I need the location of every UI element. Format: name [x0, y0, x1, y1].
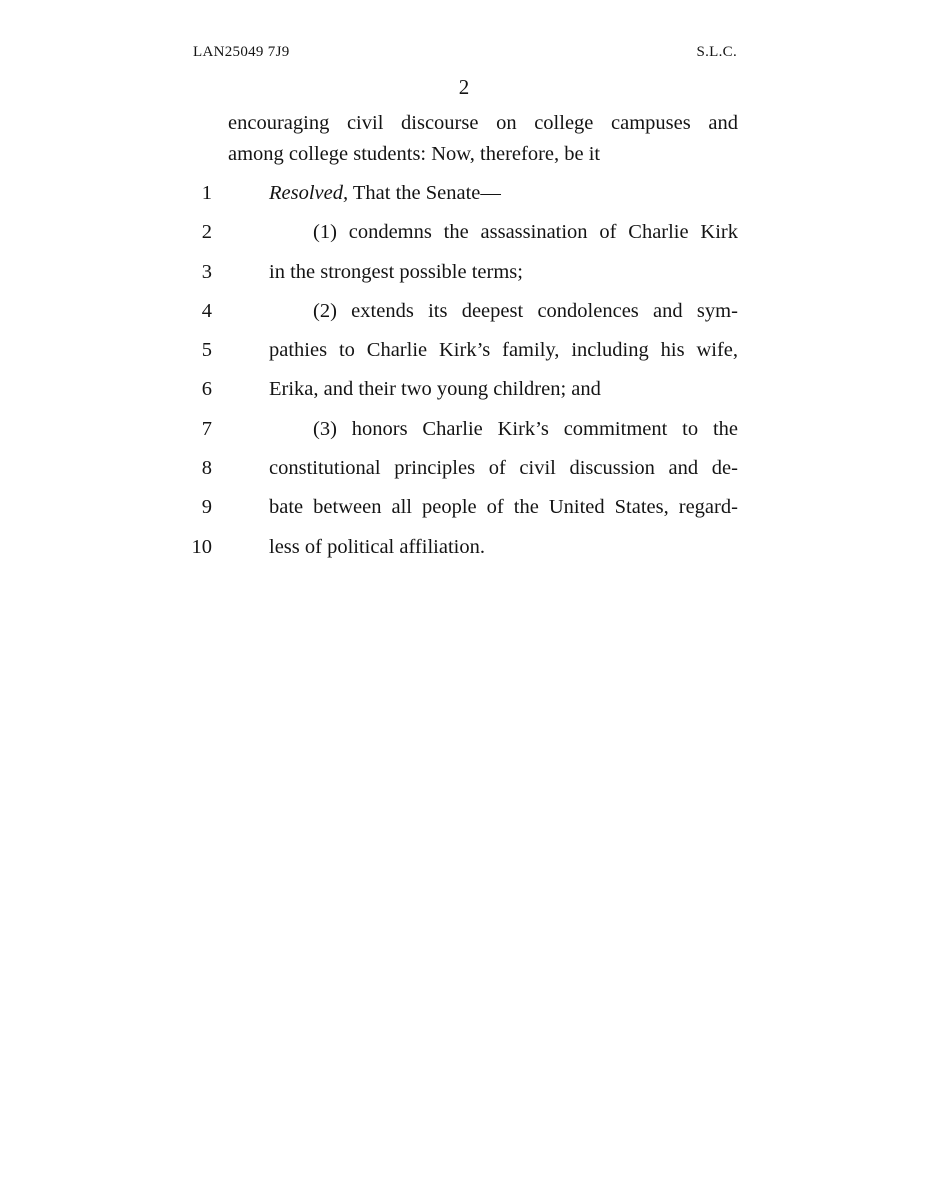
word: the — [712, 418, 738, 440]
word: Charlie — [366, 339, 428, 361]
page-number: 2 — [458, 75, 470, 99]
word: (3) — [313, 418, 337, 440]
numbered-line-6 — [0, 374, 928, 404]
word: of — [488, 457, 506, 479]
word: wife, — [696, 339, 738, 361]
line-text — [269, 335, 738, 365]
word: condemns — [348, 221, 432, 243]
word: civil — [519, 457, 556, 479]
word: and — [708, 112, 738, 134]
word: including — [571, 339, 649, 361]
word: and — [653, 300, 683, 322]
word: principles — [394, 457, 476, 479]
word: discussion — [569, 457, 655, 479]
line-text — [269, 453, 738, 483]
word: to — [338, 339, 355, 361]
numbered-line-8 — [0, 453, 928, 483]
line-number: 2 — [201, 221, 212, 243]
word: the — [513, 496, 539, 518]
word: de- — [711, 457, 738, 479]
word: campuses — [611, 112, 691, 134]
word: and — [668, 457, 699, 479]
line-text — [313, 414, 738, 444]
numbered-line-5 — [0, 335, 928, 365]
line-text: Erika, and their two young children; and — [269, 378, 601, 400]
document-id: LAN25049 7J9 — [193, 44, 290, 60]
word: (1) — [313, 221, 337, 243]
word: assassination — [480, 221, 588, 243]
word: condolences — [537, 300, 639, 322]
word: the — [443, 221, 469, 243]
word: of — [599, 221, 617, 243]
line-text: in the strongest possible terms; — [269, 261, 523, 283]
resolved-clause — [269, 178, 738, 208]
word: regard- — [678, 496, 738, 518]
word: honors — [351, 418, 408, 440]
line-text — [313, 217, 738, 247]
word: pathies — [269, 339, 328, 361]
word: discourse — [401, 112, 479, 134]
line-number: 7 — [201, 418, 212, 440]
word: sym- — [696, 300, 738, 322]
word: encouraging — [228, 112, 330, 134]
word: family, — [502, 339, 560, 361]
line-number: 10 — [191, 536, 212, 558]
word: college — [534, 112, 594, 134]
word: people — [422, 496, 477, 518]
word: Kirk — [700, 221, 738, 243]
word: his — [660, 339, 685, 361]
word: civil — [346, 112, 384, 134]
numbered-line-10 — [0, 532, 928, 562]
resolved-rest: That the Senate— — [348, 182, 501, 204]
numbered-line-3 — [0, 257, 928, 287]
numbered-line-9 — [0, 492, 928, 522]
word: bate — [269, 496, 304, 518]
word: States, — [614, 496, 669, 518]
word: its — [428, 300, 448, 322]
word: on — [496, 112, 517, 134]
office-code: S.L.C. — [696, 44, 737, 60]
resolved-italic: Resolved, — [269, 182, 349, 204]
line-number: 5 — [201, 339, 212, 361]
numbered-line-7 — [0, 414, 928, 444]
word: Charlie — [628, 221, 689, 243]
word: extends — [351, 300, 414, 322]
word: commitment — [563, 418, 668, 440]
word: of — [486, 496, 504, 518]
word: between — [313, 496, 382, 518]
line-number: 9 — [201, 496, 212, 518]
line-number: 8 — [201, 457, 212, 479]
word: (2) — [313, 300, 337, 322]
line-number: 1 — [201, 182, 212, 204]
word: deepest — [461, 300, 524, 322]
word: Charlie — [422, 418, 483, 440]
line-number: 3 — [201, 261, 212, 283]
word: Kirk’s — [439, 339, 491, 361]
intro-line-1 — [228, 108, 738, 138]
numbered-line-4 — [0, 296, 928, 326]
word: to — [682, 418, 699, 440]
line-text — [269, 492, 738, 522]
word: United — [548, 496, 605, 518]
line-text — [313, 296, 738, 326]
word: constitutional — [269, 457, 381, 479]
numbered-line-1 — [0, 178, 928, 208]
intro-line-2: among college students: Now, therefore, be it — [228, 143, 601, 165]
line-text: less of political affiliation. — [269, 536, 485, 558]
line-number: 6 — [201, 378, 212, 400]
line-number: 4 — [201, 300, 212, 322]
numbered-line-2 — [0, 217, 928, 247]
word: all — [391, 496, 412, 518]
word: Kirk’s — [497, 418, 549, 440]
